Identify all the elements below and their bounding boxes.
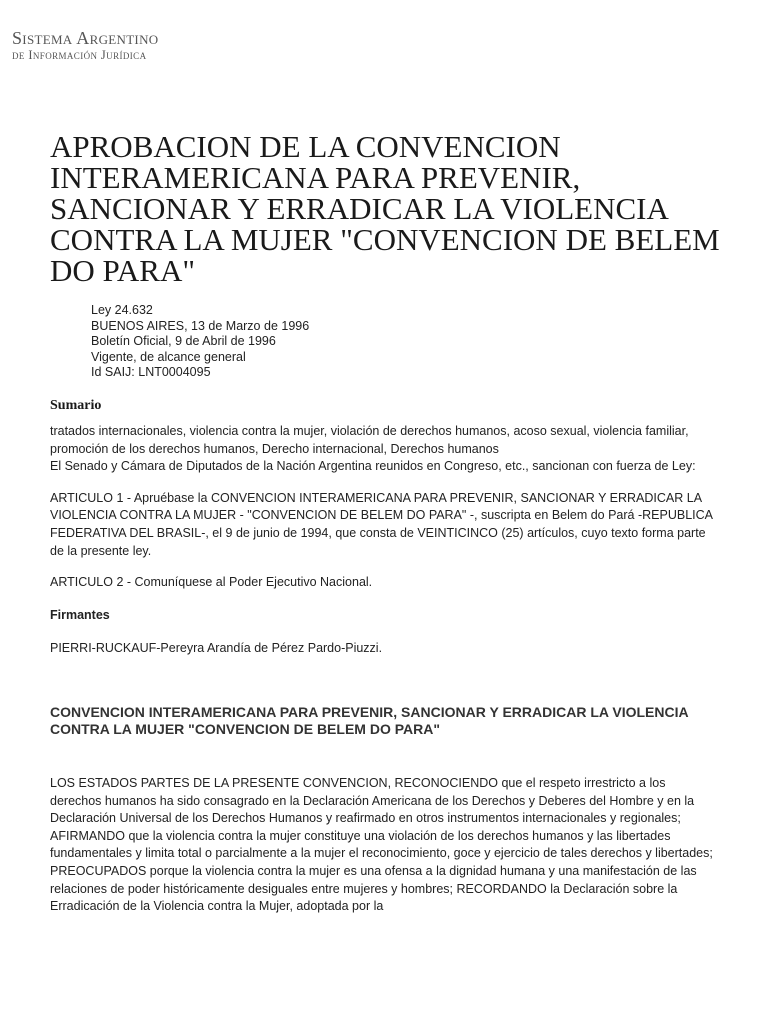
logo-line-2: de Información Jurídica bbox=[12, 48, 147, 62]
convention-preamble: LOS ESTADOS PARTES DE LA PRESENTE CONVENCION, RECONOCIENDO que el respeto irrestricto a los derechos humanos ha sido consagrado en la Declaración Americana de los Derechos y Deberes del Hombre y en la Declaración Universal de los Derechos Humanos y reafirmado en otros instrumentos internacionales y regionales; AFIRMANDO que la violencia contra la mujer constituye una violación de los derechos humanos y las libertades fundamentales y limita total o parcialmente a la mujer el reconocimiento, goce y ejercicio de tales derechos y libertades; PREOCUPADOS porque la violencia contra la mujer es una ofensa a la dignidad humana y una manifestación de las relaciones de poder históricamente desiguales entre mujeres y hombres; RECORDANDO la Declaración sobre la Erradicación de la Violencia contra la Mujer, adoptada por la bbox=[50, 775, 713, 914]
firmantes-names: PIERRI-RUCKAUF-Pereyra Arandía de Pérez Pardo-Piuzzi. bbox=[50, 641, 383, 656]
sumario-keywords: tratados internacionales, violencia contra la mujer, violación de derechos humanos, acoso sexual, violencia familiar, promoción de los derechos humanos, Derecho internacional, Derechos humanos bbox=[50, 424, 689, 456]
convention-heading: CONVENCION INTERAMERICANA PARA PREVENIR, SANCIONAR Y ERRADICAR LA VIOLENCIA CONTRA LA MUJER "CONVENCION DE BELEM DO PARA" bbox=[50, 703, 689, 737]
firmantes-heading: Firmantes bbox=[50, 607, 110, 622]
law-status: Vigente, de alcance general bbox=[91, 349, 246, 364]
official-bulletin-date: Boletín Oficial, 9 de Abril de 1996 bbox=[91, 334, 276, 348]
law-metadata bbox=[91, 303, 309, 381]
document-body bbox=[50, 423, 720, 916]
logo-line-1: Sistema Argentino bbox=[12, 28, 159, 48]
document-title: APROBACION DE LA CONVENCION INTERAMERICANA PARA PREVENIR, SANCIONAR Y ERRADICAR LA VIOLENCIA CONTRA LA MUJER "CONVENCION DE BELEM DO PARA" bbox=[50, 129, 720, 288]
sumario-heading: Sumario bbox=[50, 398, 102, 413]
law-number: Ley 24.632 bbox=[91, 303, 153, 317]
saij-id: Id SAIJ: LNT0004095 bbox=[91, 365, 211, 379]
saij-logo bbox=[12, 29, 158, 62]
enactment-preamble: El Senado y Cámara de Diputados de la Nación Argentina reunidos en Congreso, etc., sancionan con fuerza de Ley: bbox=[50, 459, 696, 474]
article-1: ARTICULO 1 - Apruébase la CONVENCION INTERAMERICANA PARA PREVENIR, SANCIONAR Y ERRADICAR LA VIOLENCIA CONTRA LA MUJER - "CONVENCION DE BELEM DO PARA" -, suscripta en Belem do Pará -REPUBLICA FEDERATIVA DEL BRASIL-, el 9 de junio de 1994, que consta de VEINTICINCO (25) artículos, cuyo texto forma parte de la presente ley. bbox=[50, 490, 713, 558]
article-2: ARTICULO 2 - Comuníquese al Poder Ejecutivo Nacional. bbox=[50, 575, 373, 590]
law-place-date: BUENOS AIRES, 13 de Marzo de 1996 bbox=[91, 318, 310, 333]
